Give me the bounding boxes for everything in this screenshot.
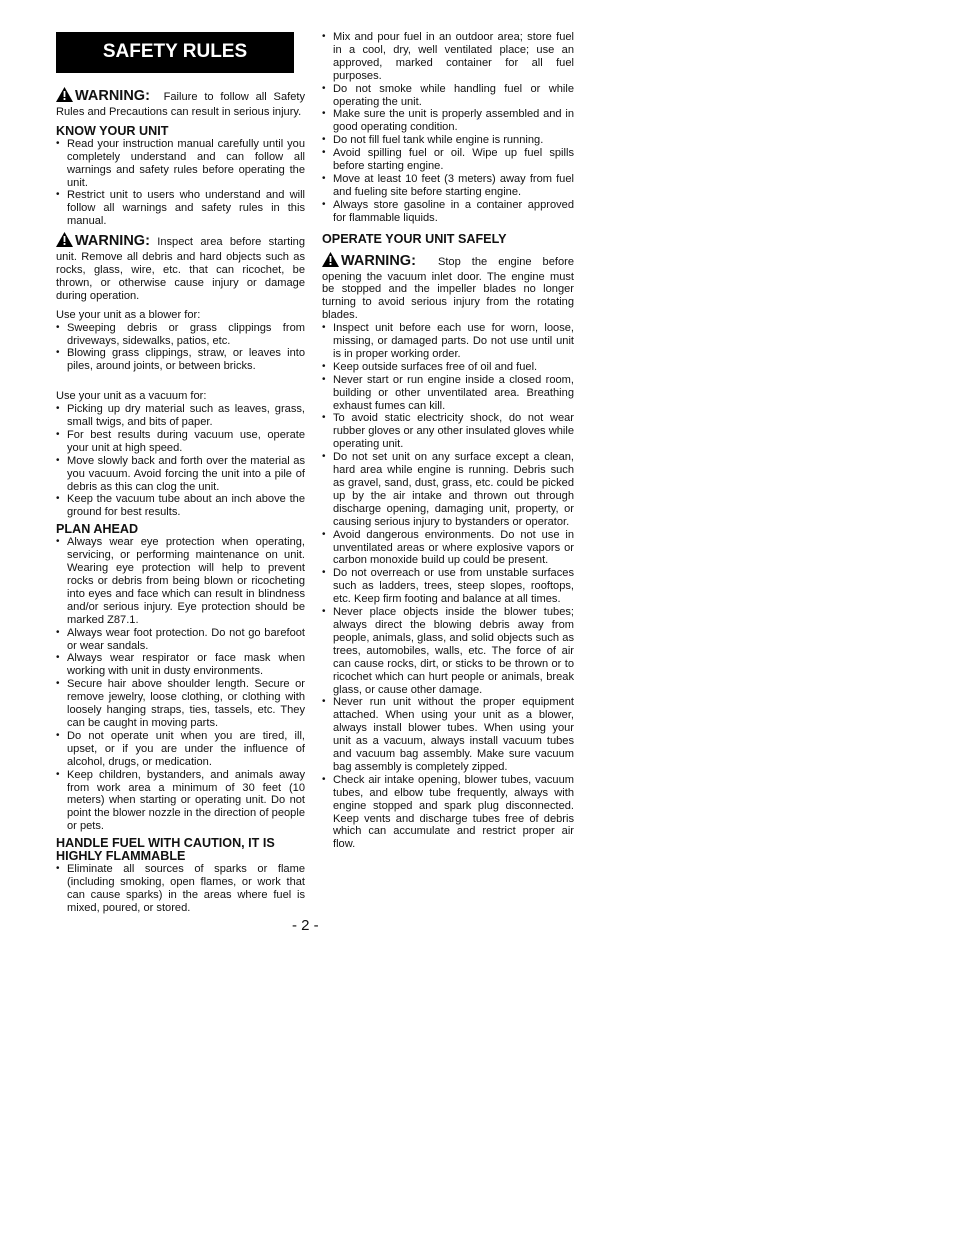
fuel-list-left xyxy=(56,863,305,915)
warning-label: WARNING: xyxy=(341,252,416,269)
list-item: • Always wear respirator or face mask when working with unit in dusty environments. xyxy=(56,652,305,678)
list-item: • Inspect unit before each use for worn, loose, missing, or damaged parts. Do not use until unit is in proper working order. xyxy=(322,322,574,361)
operate-heading: OPERATE YOUR UNIT SAFELY xyxy=(322,231,507,246)
list-item: • Always wear foot protection. Do not go barefoot or wear sandals. xyxy=(56,627,305,653)
warning-inspect xyxy=(56,232,305,303)
vacuum-intro: Use your unit as a vacuum for: xyxy=(56,390,207,403)
list-item: • To avoid static electricity shock, do not wear rubber gloves or any other insulated gloves while operating unit. xyxy=(322,412,574,451)
list-item: • Always store gasoline in a container approved for flammable liquids. xyxy=(322,199,574,225)
list-item: • Check air intake opening, blower tubes, vacuum tubes, and elbow tube frequently, always with engine stopped and spark plug disconnected. Keep vents and discharge tubes free of debris which can accumulate and restrict proper air flow. xyxy=(322,774,574,851)
warning-triangle-icon xyxy=(56,232,73,251)
warning-inspect-text: Inspect area before starting unit. Remove all debris and hard objects such as rocks, glass, wire, etc. that can ricochet, be thrown, or otherwise cause injury or damage during operation. xyxy=(56,236,305,302)
list-item: • Secure hair above shoulder length. Secure or remove jewelry, loose clothing, or clothing with loosely hanging straps, ties, tassels, etc. They can be caught in moving parts. xyxy=(56,678,305,730)
list-item: • Move at least 10 feet (3 meters) away from fuel and fueling site before starting engine. xyxy=(322,173,574,199)
list-item: • Do not fill fuel tank while engine is running. xyxy=(322,134,574,147)
list-item: • Do not smoke while handling fuel or while operating the unit. xyxy=(322,83,574,109)
warning-vacuum-door-text: Stop the engine before opening the vacuum inlet door. The engine must be stopped and the impeller blades no longer turning to avoid serious injury from the rotating blades. xyxy=(322,255,574,322)
list-item: • For best results during vacuum use, operate your unit at high speed. xyxy=(56,429,305,455)
list-item: • Sweeping debris or grass clippings from driveways, sidewalks, patios, etc. xyxy=(56,322,305,348)
list-item: • Restrict unit to users who understand and will follow all warnings and safety rules in this manual. xyxy=(56,189,305,228)
list-item: • Never start or run engine inside a closed room, building or other unventilated area. Breathing exhaust fumes can kill. xyxy=(322,374,574,413)
warning-intro xyxy=(56,87,305,119)
list-item: • Keep children, bystanders, and animals away from work area a minimum of 30 feet (10 meters) when starting or operating unit. Do not point the blower nozzle in the direction of people or pets. xyxy=(56,769,305,834)
page-title: SAFETY RULES xyxy=(56,32,294,73)
list-item: • Do not operate unit when you are tired, ill, upset, or if you are under the influence of alcohol, drugs, or medication. xyxy=(56,730,305,769)
list-item: • Never place objects inside the blower tubes; always direct the blowing debris away from people, animals, glass, and solid objects such as trees, automobiles, walls, etc. The force of air can cause rocks, dirt, or sticks to be thrown or to ricochet which can hurt people or animals, break glass, or cause other damage. xyxy=(322,606,574,696)
list-item: • Keep the vacuum tube about an inch above the ground for best results. xyxy=(56,493,305,519)
right-column xyxy=(322,31,574,851)
list-item: • Keep outside surfaces free of oil and fuel. xyxy=(322,361,574,374)
list-item: • Never run unit without the proper equipment attached. When using your unit as a blower, always install blower tubes. When using your unit as a vacuum, always install vacuum tubes and vacuum bag assembly. Make sure vacuum bag assembly is completely zipped. xyxy=(322,696,574,773)
warning-label: WARNING: xyxy=(75,233,150,250)
know-heading: KNOW YOUR UNIT xyxy=(56,123,169,138)
plan-heading: PLAN AHEAD xyxy=(56,522,139,537)
list-item: • Always wear eye protection when operating, servicing, or performing maintenance on unit. Wearing eye protection will help to prevent rocks or debris from being blown or ricocheting into eyes and face which can result in blindness and/or serious injury. Eye protection should be marked Z87.1. xyxy=(56,536,305,626)
blower-intro: Use your unit as a blower for: xyxy=(56,308,201,321)
list-item: • Read your instruction manual carefully until you completely understand and can follow all warnings and safety rules before operating the unit. xyxy=(56,138,305,190)
list-item: • Make sure the unit is properly assembled and in good operating condition. xyxy=(322,108,574,134)
fuel-heading: HANDLE FUEL WITH CAUTION, IT IS HIGHLY FLAMMABLE xyxy=(56,836,275,864)
warning-triangle-icon xyxy=(56,87,73,106)
list-item: • Mix and pour fuel in an outdoor area; store fuel in a cool, dry, well ventilated place; use an approved, marked container for all fuel purposes. xyxy=(322,31,574,83)
list-item: • Move slowly back and forth over the material as you vacuum. Avoid forcing the unit into a pile of debris as this can clog the unit. xyxy=(56,455,305,494)
warning-intro-text: Failure to follow all Safety Rules and Precautions can result in serious injury. xyxy=(56,91,305,118)
list-item: • Do not set unit on any surface except a clean, hard area while engine is running. Debris such as gravel, sand, dust, grass, etc. could be picked up by the air intake and thrown out through discharge opening, damaging unit, property, or causing serious injury to bystanders or operator. xyxy=(322,451,574,528)
warning-vacuum-door xyxy=(322,252,574,323)
list-item: • Avoid spilling fuel or oil. Wipe up fuel spills before starting engine. xyxy=(322,147,574,173)
list-item: • Do not overreach or use from unstable surfaces such as ladders, trees, steep slopes, rooftops, etc. Keep firm footing and balance at all times. xyxy=(322,567,574,606)
list-item: • Picking up dry material such as leaves, grass, small twigs, and bits of paper. xyxy=(56,403,305,429)
vacuum-list xyxy=(56,403,305,519)
list-item: • Eliminate all sources of sparks or flame (including smoking, open flames, or work that can cause sparks) in the areas where fuel is mixed, poured, or stored. xyxy=(56,863,305,915)
list-item: • Avoid dangerous environments. Do not use in unventilated areas or where explosive vapors or carbon monoxide build up could be present. xyxy=(322,529,574,568)
warning-label: WARNING: xyxy=(75,88,150,104)
know-list xyxy=(56,138,305,228)
warning-triangle-icon xyxy=(322,252,339,271)
left-column xyxy=(56,32,305,915)
blower-list xyxy=(56,322,305,374)
list-item: • Blowing grass clippings, straw, or leaves into piles, around joints, or between bricks. xyxy=(56,347,305,373)
page-number: - 2 - xyxy=(292,917,319,934)
plan-list xyxy=(56,536,305,833)
operate-list xyxy=(322,322,574,851)
fuel-list-right xyxy=(322,31,574,225)
